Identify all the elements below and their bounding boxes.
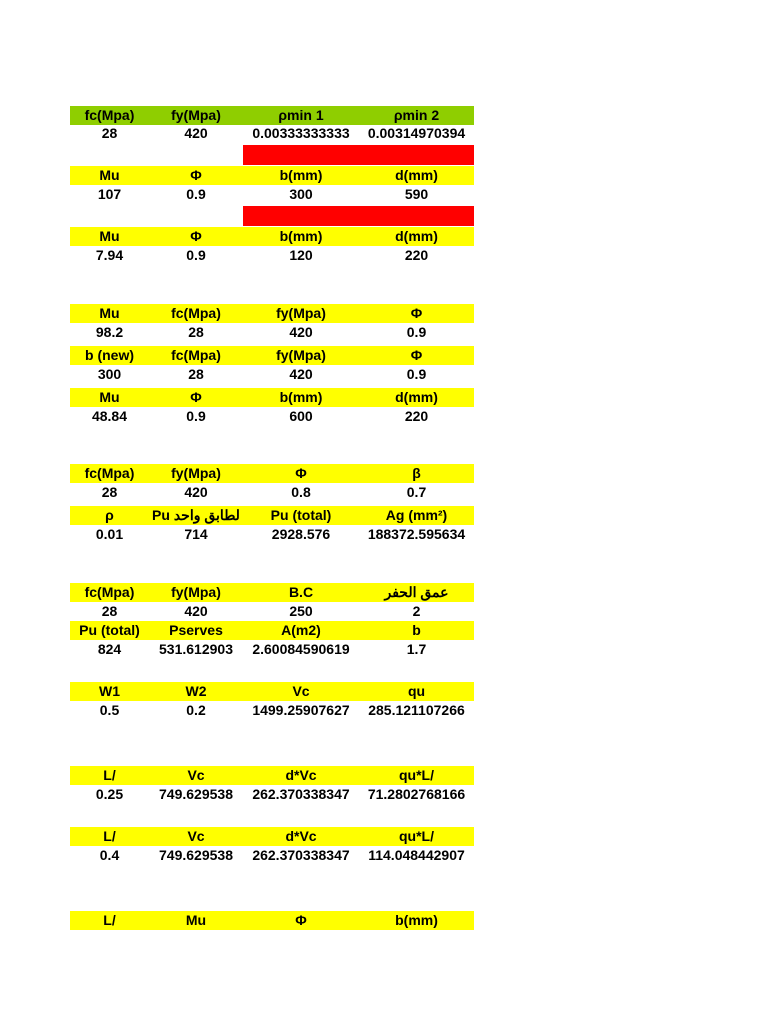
value-cell[interactable]: 220 <box>404 247 429 263</box>
header-row <box>70 911 474 930</box>
value-cell[interactable]: 71.2802768166 <box>367 786 466 802</box>
header-cell[interactable]: Φ <box>243 911 359 930</box>
header-row <box>70 682 474 701</box>
header-row <box>70 227 474 246</box>
value-cell[interactable]: 420 <box>289 324 313 340</box>
header-row <box>70 346 474 365</box>
value-cell[interactable]: 600 <box>289 408 313 424</box>
value-cell[interactable]: 28 <box>101 125 118 141</box>
header-cell[interactable]: qu <box>359 682 474 701</box>
header-cell[interactable]: ρ <box>70 506 149 525</box>
header-row <box>70 621 474 640</box>
header-cell[interactable]: Φ <box>243 464 359 483</box>
value-cell[interactable]: 28 <box>101 484 118 500</box>
header-row <box>70 388 474 407</box>
header-cell[interactable]: d*Vc <box>243 827 359 846</box>
value-cell[interactable]: 285.121107266 <box>368 702 465 718</box>
header-cell[interactable]: b(mm) <box>243 388 359 407</box>
header-cell[interactable]: Φ <box>149 227 243 246</box>
header-cell[interactable]: Mu <box>70 166 149 185</box>
header-row <box>70 766 474 785</box>
value-cell[interactable]: 0.00314970394 <box>367 125 466 141</box>
value-cell[interactable]: 114.048442907 <box>368 847 465 863</box>
value-cell[interactable]: 0.9 <box>406 324 427 340</box>
value-row <box>70 846 474 865</box>
value-cell[interactable]: 0.9 <box>186 247 206 263</box>
header-cell[interactable]: fy(Mpa) <box>149 583 243 602</box>
header-cell[interactable]: Pu لطابق واحد <box>149 506 243 525</box>
value-cell[interactable]: 2 <box>412 603 421 619</box>
header-cell[interactable]: d*Vc <box>243 766 359 785</box>
header-cell[interactable]: A(m2) <box>243 621 359 640</box>
header-cell[interactable]: fc(Mpa) <box>70 464 149 483</box>
value-row <box>70 483 474 502</box>
header-cell[interactable]: L/ <box>70 911 149 930</box>
header-cell[interactable]: Φ <box>149 166 243 185</box>
value-cell[interactable]: 262.370338347 <box>252 847 350 863</box>
value-cell[interactable]: 0.8 <box>291 484 311 500</box>
header-cell[interactable]: Vc <box>149 827 243 846</box>
header-row <box>70 166 474 185</box>
value-cell[interactable]: 262.370338347 <box>252 786 350 802</box>
header-cell[interactable]: ρmin 1 <box>243 106 359 125</box>
value-cell[interactable]: 28 <box>101 603 118 619</box>
value-row <box>70 365 474 384</box>
header-cell[interactable]: Φ <box>149 388 243 407</box>
header-cell[interactable]: Mu <box>70 388 149 407</box>
value-cell[interactable]: 0.5 <box>99 702 120 718</box>
value-cell[interactable]: 420 <box>184 125 208 141</box>
value-cell[interactable]: 0.9 <box>186 408 206 424</box>
value-cell[interactable]: 420 <box>184 603 208 619</box>
value-row <box>70 246 474 265</box>
header-row <box>70 583 474 602</box>
header-cell[interactable]: fy(Mpa) <box>243 304 359 323</box>
header-cell[interactable]: fc(Mpa) <box>70 583 149 602</box>
header-cell[interactable]: Ag (mm²) <box>359 506 474 525</box>
header-cell[interactable]: W2 <box>149 682 243 701</box>
header-cell[interactable]: d(mm) <box>359 388 474 407</box>
header-cell[interactable]: B.C <box>243 583 359 602</box>
value-row <box>70 640 474 659</box>
header-cell[interactable]: Mu <box>70 227 149 246</box>
header-cell[interactable]: Vc <box>149 766 243 785</box>
value-cell[interactable]: 0.9 <box>186 186 206 202</box>
header-cell[interactable]: Vc <box>243 682 359 701</box>
header-cell[interactable]: عمق الحفر <box>359 583 474 602</box>
value-cell[interactable]: 0.2 <box>186 702 206 718</box>
value-row <box>70 602 474 621</box>
header-row <box>70 506 474 525</box>
header-cell[interactable]: L/ <box>70 827 149 846</box>
value-cell[interactable]: 0.00333333333 <box>252 125 350 141</box>
value-cell[interactable]: 107 <box>97 186 122 202</box>
value-row <box>70 785 474 804</box>
header-cell[interactable]: fy(Mpa) <box>149 106 243 125</box>
header-cell[interactable]: Pu (total) <box>70 621 149 640</box>
header-row <box>70 304 474 323</box>
value-cell[interactable]: 250 <box>289 603 313 619</box>
header-cell[interactable]: fc(Mpa) <box>149 346 243 365</box>
value-row <box>70 407 474 426</box>
value-row <box>70 124 474 143</box>
header-cell[interactable]: d(mm) <box>359 166 474 185</box>
value-cell[interactable]: 1.7 <box>406 641 427 657</box>
value-cell[interactable]: 28 <box>188 366 204 382</box>
value-cell[interactable]: 2928.576 <box>271 526 331 542</box>
value-cell[interactable]: 0.01 <box>95 526 124 542</box>
value-cell[interactable]: 0.4 <box>99 847 120 863</box>
red-highlight-cell[interactable] <box>243 206 474 226</box>
value-cell[interactable]: 120 <box>289 247 313 263</box>
value-cell[interactable]: 0.7 <box>406 484 427 500</box>
value-cell[interactable]: 420 <box>289 366 313 382</box>
header-cell[interactable]: L/ <box>70 766 149 785</box>
header-cell[interactable]: Pu (total) <box>243 506 359 525</box>
header-cell[interactable]: b(mm) <box>359 911 474 930</box>
header-cell[interactable]: b <box>359 621 474 640</box>
value-cell[interactable]: 2.60084590619 <box>252 641 350 657</box>
value-cell[interactable]: 714 <box>184 526 208 542</box>
value-cell[interactable]: 749.629538 <box>159 786 233 802</box>
red-highlight-cell[interactable] <box>243 145 474 165</box>
value-cell[interactable]: 98.2 <box>95 324 124 340</box>
value-row <box>70 323 474 342</box>
value-row <box>70 185 474 204</box>
value-cell[interactable]: 300 <box>97 366 122 382</box>
header-cell[interactable]: fc(Mpa) <box>70 106 149 125</box>
header-cell[interactable]: β <box>359 464 474 483</box>
header-cell[interactable]: fy(Mpa) <box>149 464 243 483</box>
value-cell[interactable]: 824 <box>97 641 122 657</box>
value-cell[interactable]: 0.25 <box>95 786 124 802</box>
value-cell[interactable]: 48.84 <box>91 408 128 424</box>
header-cell[interactable]: W1 <box>70 682 149 701</box>
header-cell[interactable]: b(mm) <box>243 166 359 185</box>
header-row <box>70 106 474 125</box>
header-cell[interactable]: b (new) <box>70 346 149 365</box>
value-cell[interactable]: 531.612903 <box>159 641 233 657</box>
value-cell[interactable]: 749.629538 <box>159 847 233 863</box>
value-cell[interactable]: 28 <box>188 324 204 340</box>
header-cell[interactable]: fc(Mpa) <box>149 304 243 323</box>
header-cell[interactable]: ρmin 2 <box>359 106 474 125</box>
header-cell[interactable]: Mu <box>149 911 243 930</box>
header-cell[interactable]: qu*L/ <box>359 827 474 846</box>
header-cell[interactable]: Φ <box>359 304 474 323</box>
header-cell[interactable]: b(mm) <box>243 227 359 246</box>
value-cell[interactable]: 220 <box>404 408 429 424</box>
value-cell[interactable]: 1499.25907627 <box>252 702 350 718</box>
value-cell[interactable]: 7.94 <box>95 247 124 263</box>
value-row <box>70 525 474 544</box>
value-cell[interactable]: 0.9 <box>406 366 427 382</box>
header-cell[interactable]: qu*L/ <box>359 766 474 785</box>
value-row <box>70 701 474 720</box>
value-cell[interactable]: 590 <box>404 186 429 202</box>
header-row <box>70 464 474 483</box>
header-cell[interactable]: Φ <box>359 346 474 365</box>
value-cell[interactable]: 188372.595634 <box>367 526 466 542</box>
header-cell[interactable]: fy(Mpa) <box>243 346 359 365</box>
header-cell[interactable]: Pserves <box>149 621 243 640</box>
header-cell[interactable]: d(mm) <box>359 227 474 246</box>
header-cell[interactable]: Mu <box>70 304 149 323</box>
value-cell[interactable]: 420 <box>184 484 208 500</box>
header-row <box>70 827 474 846</box>
value-cell[interactable]: 300 <box>289 186 313 202</box>
